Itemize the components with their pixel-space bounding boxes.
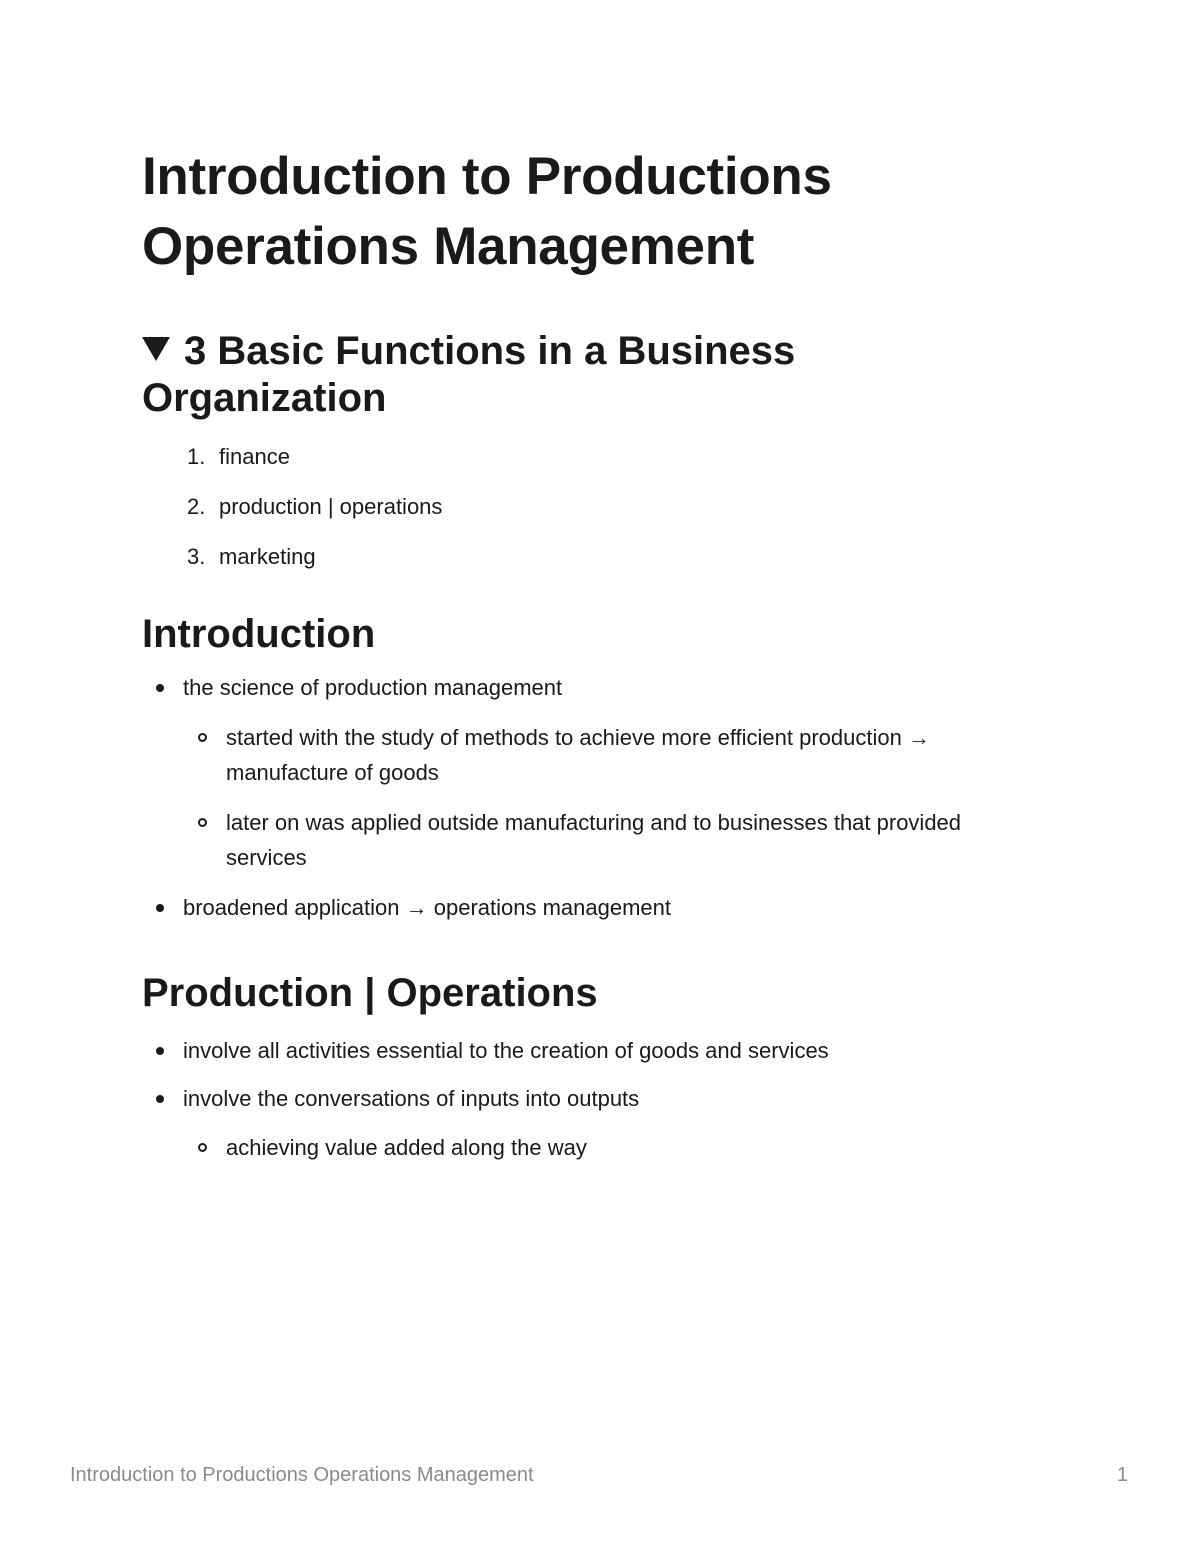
list-item bbox=[183, 1130, 1042, 1165]
list-item-text: involve all activities essential to the creation of goods and services bbox=[183, 1038, 829, 1063]
page-title bbox=[142, 142, 1042, 282]
list-item bbox=[142, 544, 1042, 570]
list-item-text: marketing bbox=[219, 544, 316, 569]
toggle-triangle-icon[interactable] bbox=[142, 337, 170, 361]
list-item-text: broadened application → operations management bbox=[183, 895, 671, 920]
introduction-list bbox=[142, 670, 1042, 925]
list-number: 3. bbox=[187, 544, 206, 569]
sub-list bbox=[183, 720, 1042, 875]
list-item-text: production | operations bbox=[219, 494, 443, 519]
page-title-line-1: Introduction to Productions bbox=[142, 147, 832, 206]
list-item bbox=[142, 890, 1042, 925]
list-item bbox=[183, 805, 1042, 875]
toggle-heading-basic-functions[interactable] bbox=[142, 328, 1042, 422]
bullet-dot-icon bbox=[156, 1095, 164, 1103]
list-item-text: later on was applied outside manufacturing and to businesses that provided services bbox=[226, 810, 962, 870]
toggle-heading-line-1: 3 Basic Functions in a Business bbox=[184, 329, 796, 373]
bullet-ring-icon bbox=[198, 818, 207, 827]
list-item-text: achieving value added along the way bbox=[226, 1135, 587, 1160]
list-item bbox=[142, 1033, 1042, 1068]
sub-list bbox=[183, 1130, 1042, 1165]
footer-page-number: 1 bbox=[1116, 1464, 1128, 1486]
list-item-text: finance bbox=[219, 444, 290, 469]
bullet-ring-icon bbox=[198, 1143, 207, 1152]
production-operations-heading: Production | Operations bbox=[142, 971, 598, 1015]
list-item-text: the science of production management bbox=[183, 675, 563, 700]
list-item bbox=[142, 444, 1042, 470]
introduction-heading: Introduction bbox=[142, 612, 376, 656]
bullet-dot-icon bbox=[156, 684, 164, 692]
bullet-dot-icon bbox=[156, 1047, 164, 1055]
footer-document-title: Introduction to Productions Operations Management bbox=[70, 1464, 534, 1486]
toggle-heading-line-2: Organization bbox=[142, 376, 387, 420]
bullet-ring-icon bbox=[198, 733, 207, 742]
page-content bbox=[142, 142, 1042, 1165]
page-title-line-2: Operations Management bbox=[142, 217, 755, 276]
list-number: 2. bbox=[187, 494, 206, 519]
list-item-text: involve the conversations of inputs into outputs bbox=[183, 1086, 640, 1111]
list-number: 1. bbox=[187, 444, 206, 469]
list-item bbox=[142, 670, 1042, 875]
list-item bbox=[142, 1081, 1042, 1165]
bullet-dot-icon bbox=[156, 904, 164, 912]
production-operations-list bbox=[142, 1033, 1042, 1165]
list-item bbox=[142, 494, 1042, 520]
list-item-text: started with the study of methods to achieve more efficient production → manufacture of goods bbox=[226, 725, 930, 785]
list-item bbox=[183, 720, 1042, 790]
basic-functions-list bbox=[142, 444, 1042, 570]
